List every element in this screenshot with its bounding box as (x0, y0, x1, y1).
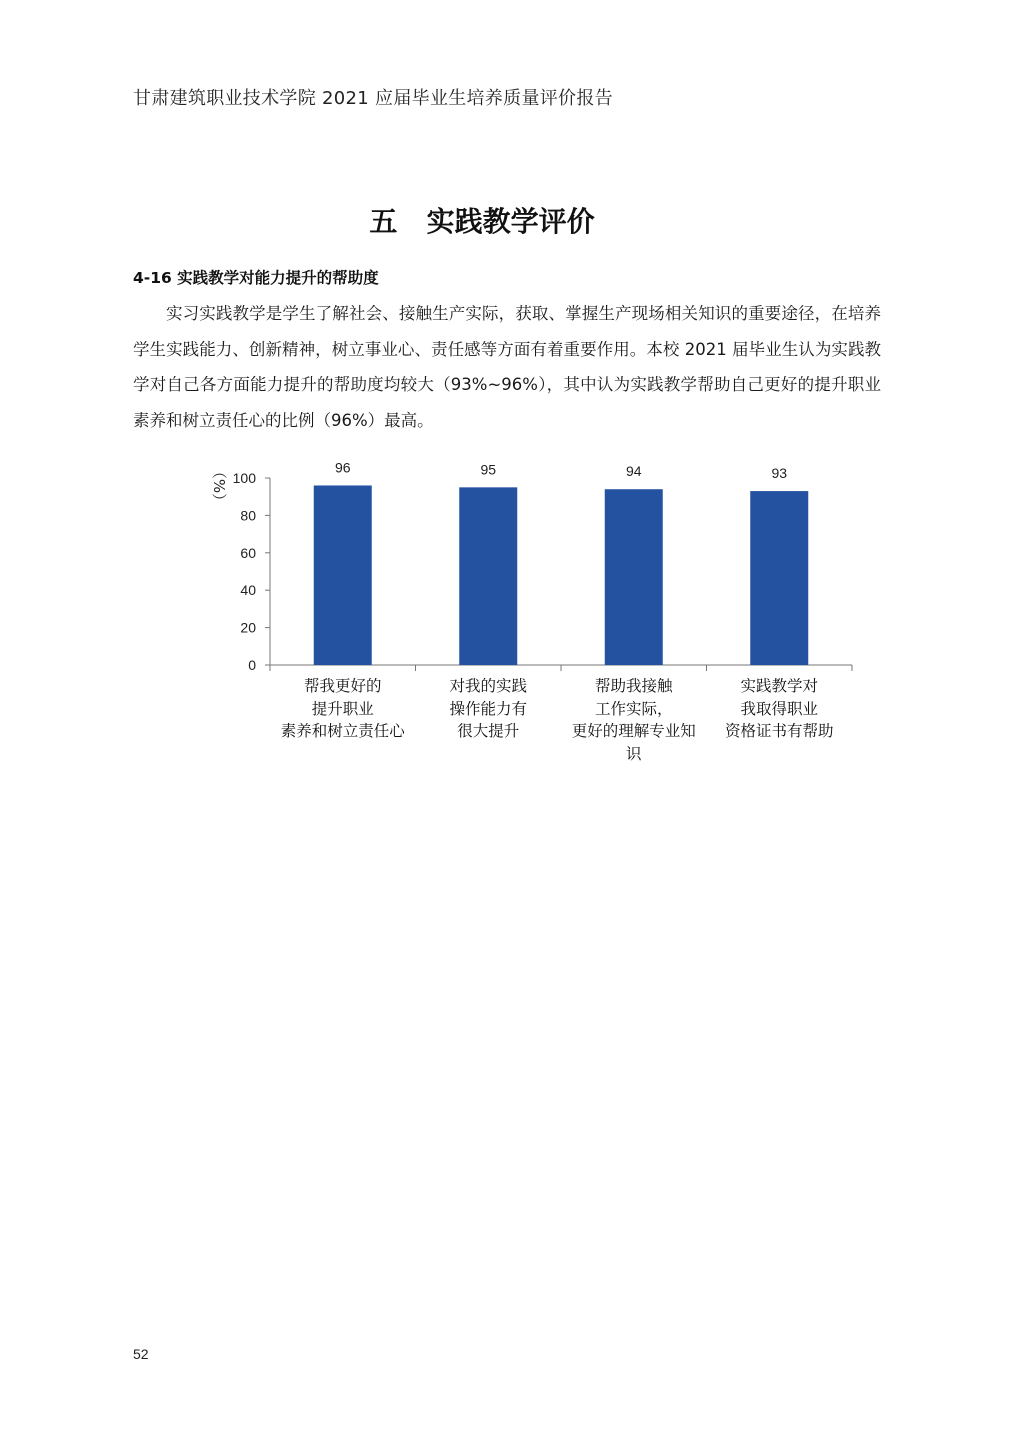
bar (314, 485, 372, 665)
x-category-label-line: 帮我更好的 (303, 677, 382, 695)
bar-value-label: 95 (480, 461, 497, 478)
x-category-label-line: 更好的理解专业知 (571, 722, 696, 740)
x-category-label-line: 很大提升 (457, 722, 520, 740)
x-category-label (707, 675, 852, 743)
x-category-label (561, 675, 706, 765)
x-category-label-line: 提升职业 (311, 699, 374, 718)
x-category-label-line: 素养和树立责任心 (280, 722, 405, 740)
y-tick-label: 100 (232, 470, 256, 486)
bar-chart (190, 450, 870, 780)
x-category-label (270, 675, 415, 743)
x-category-label-line: 对我的实践 (449, 677, 527, 695)
page-number: 52 (133, 1346, 149, 1362)
section-title: 五 实践教学评价 (369, 205, 595, 238)
y-tick-label: 80 (240, 507, 256, 524)
bar (750, 491, 808, 665)
x-category-label-line: 帮助我接触 (594, 677, 673, 695)
bar (459, 487, 517, 665)
report-header: 甘肃建筑职业技术学院 2021 应届毕业生培养质量评价报告 (133, 88, 613, 109)
y-tick-label: 20 (240, 619, 256, 636)
bar-value-label: 94 (625, 463, 642, 480)
y-axis-title: （%） (210, 463, 228, 509)
x-category-label-line: 操作能力有 (449, 699, 527, 718)
y-tick-label: 40 (240, 582, 256, 599)
x-category-label-line: 资格证书有帮助 (724, 722, 834, 740)
bar-value-label: 96 (334, 459, 351, 476)
body-paragraph: 实习实践教学是学生了解社会、接触生产实际，获取、掌握生产现场相关知识的重要途径，在培养学生实践能力、创新精神，树立事业心、责任感等方面有着重要作用。本校 2021 届毕业生认为实践教学对自己各方面能力提升的帮助度均较大（93%~96%），其中认为实践教学帮助自己更好的提升职业素养和树立责任心的比例（96%）最高。 (133, 304, 881, 430)
x-category-label-line: 我取得职业 (740, 699, 818, 718)
x-category-label (416, 675, 561, 743)
y-tick-label: 60 (240, 544, 256, 561)
figure-heading: 4-16 实践教学对能力提升的帮助度 (133, 269, 379, 287)
x-category-label-line: 识 (625, 744, 642, 763)
x-category-label-line: 工作实际， (594, 699, 673, 718)
y-tick-label: 0 (248, 657, 256, 673)
bar (605, 489, 663, 665)
bar-value-label: 93 (771, 465, 788, 482)
x-category-label-line: 实践教学对 (740, 677, 818, 695)
